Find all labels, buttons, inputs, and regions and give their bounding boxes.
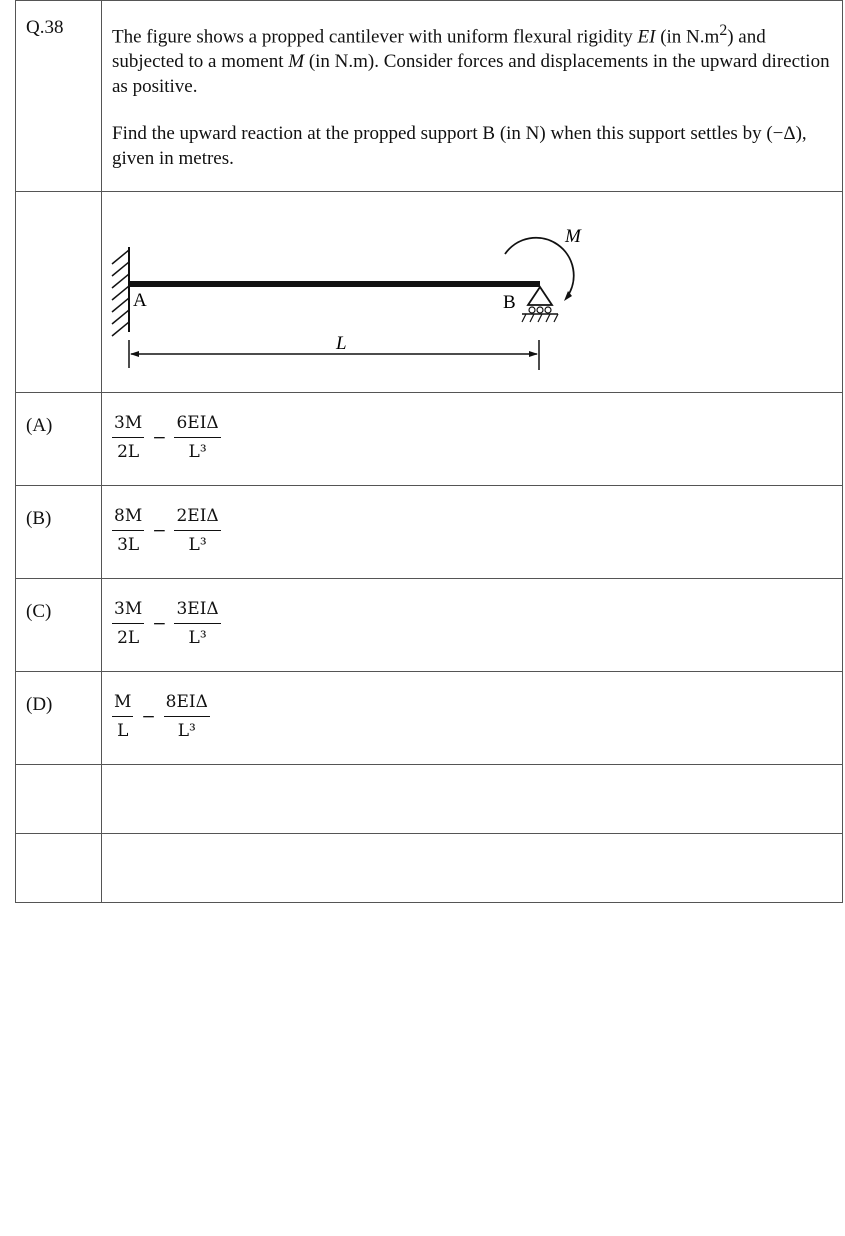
stem-text: The figure shows a propped cantilever with uniform flexural rigidity bbox=[112, 26, 638, 48]
figure-cell bbox=[102, 192, 843, 393]
dimension-arrow-right bbox=[529, 351, 538, 357]
option-c-label[interactable] bbox=[16, 579, 102, 672]
stem-text: (in N.m bbox=[655, 26, 720, 48]
empty-cell bbox=[16, 834, 102, 903]
numerator: 8EIΔ bbox=[164, 692, 210, 717]
numerator: 8M bbox=[112, 506, 144, 531]
option-d[interactable] bbox=[102, 672, 843, 765]
denominator: L³ bbox=[188, 535, 207, 556]
stem-text: (in N.m). Consider forces and displacements in the upward direction as positive. bbox=[112, 51, 830, 98]
option-d-label[interactable] bbox=[16, 672, 102, 765]
stem-text: ) and subjected to a moment bbox=[112, 26, 766, 73]
option-a[interactable] bbox=[102, 393, 843, 486]
question-table bbox=[15, 0, 843, 903]
fraction bbox=[112, 413, 144, 462]
fraction bbox=[112, 506, 144, 555]
option-d-expression bbox=[102, 672, 842, 764]
question-stem bbox=[102, 1, 842, 191]
formula bbox=[112, 413, 221, 462]
denominator: L bbox=[117, 721, 129, 742]
fixed-support-hatch bbox=[112, 250, 129, 336]
formula bbox=[112, 692, 210, 741]
beam-figure bbox=[102, 192, 842, 392]
propped-cantilever-diagram bbox=[102, 192, 845, 392]
superscript: 2 bbox=[719, 22, 728, 39]
minus-sign: − bbox=[152, 613, 167, 634]
label-moment: M bbox=[565, 226, 581, 248]
empty-cell bbox=[102, 765, 843, 834]
roller-wheel bbox=[529, 307, 535, 313]
formula bbox=[112, 506, 221, 555]
option-c-expression bbox=[102, 579, 842, 671]
denominator: L³ bbox=[188, 628, 207, 649]
fraction bbox=[112, 692, 133, 741]
numerator: 3M bbox=[112, 599, 144, 624]
empty-cell bbox=[102, 834, 843, 903]
formula bbox=[112, 599, 221, 648]
fraction bbox=[112, 599, 144, 648]
denominator: 3L bbox=[117, 535, 140, 556]
option-label-text: (D) bbox=[26, 694, 53, 716]
pin-support-b bbox=[528, 287, 552, 305]
minus-sign: − bbox=[141, 706, 156, 727]
denominator: L³ bbox=[177, 721, 196, 742]
minus-sign: − bbox=[152, 520, 167, 541]
roller-wheel bbox=[545, 307, 551, 313]
moment-arrow-head bbox=[564, 291, 572, 301]
dimension-arrow-left bbox=[130, 351, 139, 357]
denominator: 2L bbox=[117, 442, 140, 463]
option-label-text: (C) bbox=[26, 601, 52, 623]
roller-ground-hatch bbox=[522, 314, 558, 322]
option-b-expression bbox=[102, 486, 842, 578]
stem-paragraph-1 bbox=[112, 18, 832, 99]
m-symbol: M bbox=[288, 51, 305, 73]
ei-symbol: EI bbox=[637, 26, 656, 48]
label-b: B bbox=[503, 292, 516, 314]
stem-paragraph-2: Find the upward reaction at the propped support B (in N) when this support settles by (−Δ), given in metres. bbox=[112, 123, 807, 170]
figure-left-cell bbox=[16, 192, 102, 393]
fraction bbox=[174, 506, 220, 555]
question-stem-cell bbox=[102, 1, 843, 192]
option-a-expression bbox=[102, 393, 842, 485]
question-number-text: Q.38 bbox=[26, 17, 64, 38]
option-label-text: (B) bbox=[26, 508, 52, 530]
fraction bbox=[174, 413, 220, 462]
fraction bbox=[164, 692, 210, 741]
fraction bbox=[174, 599, 220, 648]
option-c[interactable] bbox=[102, 579, 843, 672]
numerator: 3M bbox=[112, 413, 144, 438]
roller-wheel bbox=[537, 307, 543, 313]
option-a-label[interactable] bbox=[16, 393, 102, 486]
question-number bbox=[16, 1, 102, 192]
denominator: 2L bbox=[117, 628, 140, 649]
option-label-text: (A) bbox=[26, 415, 53, 437]
label-a: A bbox=[133, 290, 147, 312]
empty-cell bbox=[16, 765, 102, 834]
numerator: 3EIΔ bbox=[174, 599, 220, 624]
numerator: 2EIΔ bbox=[174, 506, 220, 531]
label-length: L bbox=[336, 333, 347, 355]
option-b-label[interactable] bbox=[16, 486, 102, 579]
option-b[interactable] bbox=[102, 486, 843, 579]
minus-sign: − bbox=[152, 427, 167, 448]
numerator: M bbox=[112, 692, 133, 717]
numerator: 6EIΔ bbox=[174, 413, 220, 438]
denominator: L³ bbox=[188, 442, 207, 463]
